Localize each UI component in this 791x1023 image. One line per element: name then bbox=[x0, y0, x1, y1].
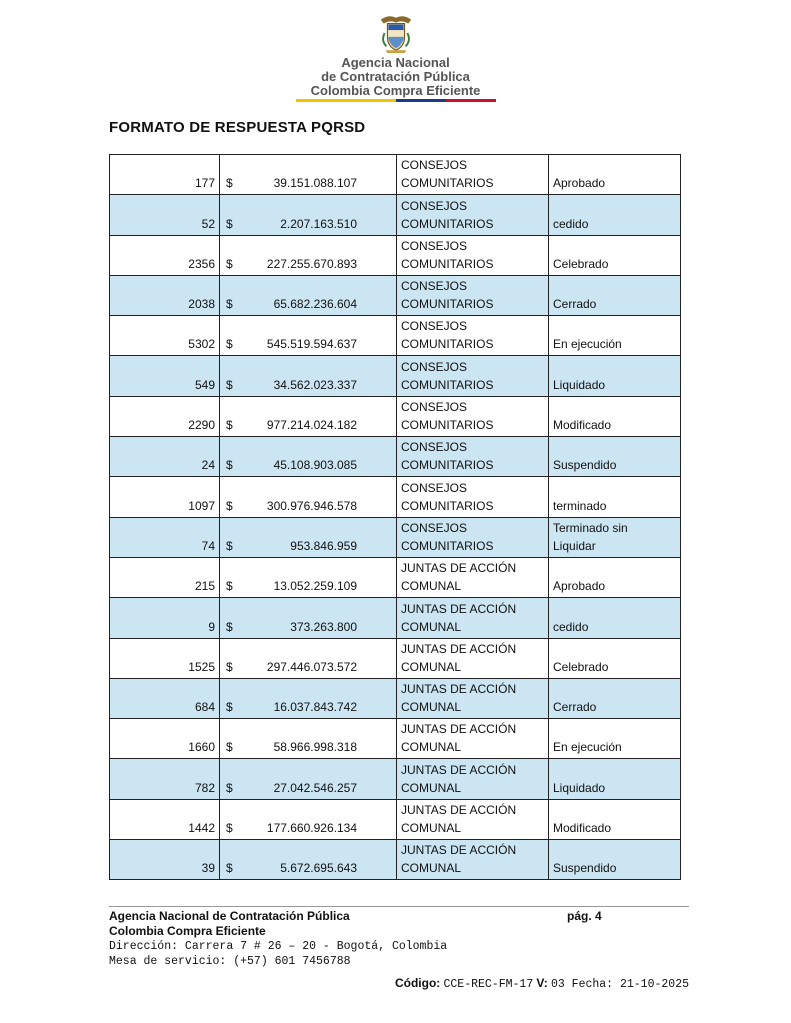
count-cell: 5302 bbox=[110, 316, 220, 356]
currency-symbol: $ bbox=[226, 619, 233, 634]
organization-text: JUNTAS DE ACCIÓN bbox=[401, 601, 517, 616]
amount-cell bbox=[220, 477, 397, 517]
organization-text: JUNTAS DE ACCIÓN bbox=[401, 762, 517, 777]
status-text: En ejecución bbox=[553, 740, 622, 755]
amount-value: 16.037.843.742 bbox=[273, 700, 357, 715]
status-cell bbox=[549, 235, 681, 275]
status-text: cedido bbox=[553, 216, 589, 231]
code-label: Código: bbox=[394, 976, 441, 990]
count-cell: 549 bbox=[110, 356, 220, 396]
table-row bbox=[110, 638, 681, 678]
organization-cell bbox=[397, 598, 549, 638]
status-cell bbox=[549, 557, 681, 597]
count-cell: 782 bbox=[110, 759, 220, 799]
amount-value: 977.214.024.182 bbox=[266, 418, 357, 433]
amount-value: 58.966.998.318 bbox=[273, 740, 357, 755]
status-text: Suspendido bbox=[553, 861, 617, 876]
table-row bbox=[110, 719, 681, 759]
organization-cell bbox=[397, 235, 549, 275]
document-code bbox=[395, 975, 689, 991]
amount-cell bbox=[220, 356, 397, 396]
table-row bbox=[110, 235, 681, 275]
organization-text: COMUNAL bbox=[401, 740, 462, 755]
status-cell bbox=[549, 195, 681, 235]
organization-text: CONSEJOS bbox=[401, 520, 468, 535]
organization-text: CONSEJOS bbox=[401, 480, 468, 495]
status-text: Terminado sin bbox=[553, 520, 628, 535]
organization-text: CONSEJOS bbox=[401, 440, 468, 455]
footer-service: Mesa de servicio: (+57) 601 7456788 bbox=[109, 955, 351, 968]
status-text: Modificado bbox=[553, 821, 612, 836]
organization-text: COMUNAL bbox=[401, 700, 462, 715]
status-text: cedido bbox=[553, 619, 589, 634]
organization-text: COMUNAL bbox=[401, 861, 462, 876]
table-row bbox=[110, 275, 681, 315]
colombia-coat-of-arms-icon bbox=[376, 14, 416, 54]
currency-symbol: $ bbox=[226, 821, 233, 836]
status-text: Aprobado bbox=[553, 176, 606, 191]
amount-value: 953.846.959 bbox=[290, 538, 357, 553]
currency-symbol: $ bbox=[226, 700, 233, 715]
amount-value: 227.255.670.893 bbox=[266, 256, 357, 271]
code-value: CCE-REC-FM-17 bbox=[443, 978, 534, 991]
amount-cell bbox=[220, 437, 397, 477]
amount-cell bbox=[220, 316, 397, 356]
status-cell bbox=[549, 437, 681, 477]
amount-value: 39.151.088.107 bbox=[273, 176, 357, 191]
amount-cell bbox=[220, 195, 397, 235]
count-cell: 24 bbox=[110, 437, 220, 477]
table-row bbox=[110, 477, 681, 517]
document-title: FORMATO DE RESPUESTA PQRSD bbox=[109, 119, 366, 136]
status-text: Suspendido bbox=[553, 458, 617, 473]
organization-text: CONSEJOS bbox=[401, 319, 468, 334]
version-label: V: bbox=[536, 976, 548, 990]
table-row bbox=[110, 437, 681, 477]
organization-text: JUNTAS DE ACCIÓN bbox=[401, 641, 517, 656]
status-text: Celebrado bbox=[553, 256, 609, 271]
table-row bbox=[110, 799, 681, 839]
amount-cell bbox=[220, 598, 397, 638]
organization-cell bbox=[397, 275, 549, 315]
amount-cell bbox=[220, 235, 397, 275]
organization-text: JUNTAS DE ACCIÓN bbox=[401, 561, 517, 576]
organization-text: CONSEJOS bbox=[401, 400, 468, 415]
organization-text: JUNTAS DE ACCIÓN bbox=[401, 682, 517, 697]
count-cell: 2290 bbox=[110, 396, 220, 436]
organization-text: COMUNAL bbox=[401, 619, 462, 634]
currency-symbol: $ bbox=[226, 498, 233, 513]
amount-value: 34.562.023.337 bbox=[273, 377, 357, 392]
currency-symbol: $ bbox=[226, 337, 233, 352]
amount-cell bbox=[220, 719, 397, 759]
amount-cell bbox=[220, 799, 397, 839]
agency-line-2: de Contratación Pública bbox=[321, 69, 470, 84]
amount-cell bbox=[220, 840, 397, 880]
organization-text: COMUNAL bbox=[401, 780, 462, 795]
count-cell: 1097 bbox=[110, 477, 220, 517]
organization-text: CONSEJOS bbox=[401, 158, 468, 173]
currency-symbol: $ bbox=[226, 538, 233, 553]
count-cell: 1442 bbox=[110, 799, 220, 839]
count-cell: 215 bbox=[110, 557, 220, 597]
status-cell bbox=[549, 638, 681, 678]
amount-value: 5.672.695.643 bbox=[280, 861, 357, 876]
agency-logo bbox=[0, 14, 791, 106]
status-text: Aprobado bbox=[553, 579, 606, 594]
currency-symbol: $ bbox=[226, 659, 233, 674]
status-cell bbox=[549, 356, 681, 396]
organization-cell bbox=[397, 840, 549, 880]
footer-address: Dirección: Carrera 7 # 26 – 20 - Bogotá, Colombia bbox=[109, 940, 448, 953]
organization-text: COMUNAL bbox=[401, 659, 462, 674]
organization-text: COMUNITARIOS bbox=[401, 538, 494, 553]
organization-text: COMUNITARIOS bbox=[401, 418, 494, 433]
amount-value: 27.042.546.257 bbox=[273, 780, 357, 795]
organization-cell bbox=[397, 437, 549, 477]
organization-text: JUNTAS DE ACCIÓN bbox=[401, 803, 517, 818]
currency-symbol: $ bbox=[226, 216, 233, 231]
organization-cell bbox=[397, 678, 549, 718]
table-row bbox=[110, 557, 681, 597]
amount-cell bbox=[220, 517, 397, 557]
organization-text: JUNTAS DE ACCIÓN bbox=[401, 843, 517, 858]
organization-text: CONSEJOS bbox=[401, 279, 468, 294]
currency-symbol: $ bbox=[226, 458, 233, 473]
amount-value: 65.682.236.604 bbox=[273, 297, 357, 312]
currency-symbol: $ bbox=[226, 418, 233, 433]
count-cell: 74 bbox=[110, 517, 220, 557]
amount-value: 373.263.800 bbox=[290, 619, 357, 634]
organization-text: COMUNITARIOS bbox=[401, 458, 494, 473]
currency-symbol: $ bbox=[226, 256, 233, 271]
organization-text: JUNTAS DE ACCIÓN bbox=[401, 722, 517, 737]
amount-cell bbox=[220, 557, 397, 597]
status-cell bbox=[549, 316, 681, 356]
currency-symbol: $ bbox=[226, 740, 233, 755]
count-cell: 2356 bbox=[110, 235, 220, 275]
amount-value: 2.207.163.510 bbox=[280, 216, 357, 231]
organization-cell bbox=[397, 356, 549, 396]
amount-value: 13.052.259.109 bbox=[273, 579, 357, 594]
count-cell: 177 bbox=[110, 155, 220, 195]
currency-symbol: $ bbox=[226, 297, 233, 312]
status-text: Cerrado bbox=[553, 700, 597, 715]
organization-cell bbox=[397, 517, 549, 557]
amount-cell bbox=[220, 678, 397, 718]
organization-text: COMUNITARIOS bbox=[401, 377, 494, 392]
status-text: Cerrado bbox=[553, 297, 597, 312]
currency-symbol: $ bbox=[226, 176, 233, 191]
table-row bbox=[110, 517, 681, 557]
table-row bbox=[110, 316, 681, 356]
status-text: Liquidado bbox=[553, 780, 606, 795]
page-number: pág. 4 bbox=[567, 909, 602, 923]
organization-text: COMUNAL bbox=[401, 821, 462, 836]
status-cell bbox=[549, 799, 681, 839]
organization-text: CONSEJOS bbox=[401, 198, 468, 213]
organization-cell bbox=[397, 759, 549, 799]
count-cell: 1660 bbox=[110, 719, 220, 759]
amount-cell bbox=[220, 275, 397, 315]
amount-value: 545.519.594.637 bbox=[266, 337, 357, 352]
amount-value: 177.660.926.134 bbox=[266, 821, 357, 836]
count-cell: 9 bbox=[110, 598, 220, 638]
organization-cell bbox=[397, 799, 549, 839]
flag-bar bbox=[296, 99, 496, 102]
table-row bbox=[110, 759, 681, 799]
organization-cell bbox=[397, 316, 549, 356]
table-row bbox=[110, 598, 681, 638]
footer-divider bbox=[109, 906, 689, 907]
table-row bbox=[110, 356, 681, 396]
status-cell bbox=[549, 517, 681, 557]
footer-brand: Colombia Compra Eficiente bbox=[109, 924, 266, 938]
table-row bbox=[110, 396, 681, 436]
organization-cell bbox=[397, 638, 549, 678]
table-row bbox=[110, 678, 681, 718]
organization-cell bbox=[397, 719, 549, 759]
status-cell bbox=[549, 678, 681, 718]
amount-value: 45.108.903.085 bbox=[273, 458, 357, 473]
count-cell: 2038 bbox=[110, 275, 220, 315]
status-text: Celebrado bbox=[553, 659, 609, 674]
amount-cell bbox=[220, 759, 397, 799]
organization-cell bbox=[397, 155, 549, 195]
status-cell bbox=[549, 840, 681, 880]
currency-symbol: $ bbox=[226, 780, 233, 795]
amount-value: 297.446.073.572 bbox=[266, 659, 357, 674]
agency-line-1: Agencia Nacional bbox=[341, 55, 450, 70]
currency-symbol: $ bbox=[226, 377, 233, 392]
count-cell: 1525 bbox=[110, 638, 220, 678]
currency-symbol: $ bbox=[226, 861, 233, 876]
version-date: 03 Fecha: 21-10-2025 bbox=[550, 978, 689, 991]
status-cell bbox=[549, 759, 681, 799]
contracts-table bbox=[109, 154, 681, 880]
status-cell bbox=[549, 719, 681, 759]
status-text: Liquidar bbox=[553, 538, 596, 553]
organization-text: COMUNITARIOS bbox=[401, 297, 494, 312]
status-text: Modificado bbox=[553, 418, 612, 433]
status-text: terminado bbox=[553, 498, 607, 513]
status-text: Liquidado bbox=[553, 377, 606, 392]
organization-text: COMUNITARIOS bbox=[401, 337, 494, 352]
status-cell bbox=[549, 275, 681, 315]
organization-cell bbox=[397, 396, 549, 436]
status-cell bbox=[549, 598, 681, 638]
table-row bbox=[110, 195, 681, 235]
count-cell: 52 bbox=[110, 195, 220, 235]
organization-text: COMUNITARIOS bbox=[401, 498, 494, 513]
count-cell: 39 bbox=[110, 840, 220, 880]
status-cell bbox=[549, 155, 681, 195]
footer bbox=[109, 909, 549, 969]
status-cell bbox=[549, 477, 681, 517]
organization-text: COMUNITARIOS bbox=[401, 176, 494, 191]
organization-text: CONSEJOS bbox=[401, 238, 468, 253]
agency-line-3: Colombia Compra Eficiente bbox=[310, 83, 481, 98]
organization-cell bbox=[397, 477, 549, 517]
amount-value: 300.976.946.578 bbox=[266, 498, 357, 513]
status-cell bbox=[549, 396, 681, 436]
amount-cell bbox=[220, 638, 397, 678]
organization-text: CONSEJOS bbox=[401, 359, 468, 374]
organization-text: COMUNITARIOS bbox=[401, 256, 494, 271]
organization-cell bbox=[397, 195, 549, 235]
currency-symbol: $ bbox=[226, 579, 233, 594]
table-row bbox=[110, 155, 681, 195]
footer-agency: Agencia Nacional de Contratación Pública bbox=[109, 909, 350, 923]
organization-text: COMUNITARIOS bbox=[401, 216, 494, 231]
table-row bbox=[110, 840, 681, 880]
amount-cell bbox=[220, 155, 397, 195]
amount-cell bbox=[220, 396, 397, 436]
organization-cell bbox=[397, 557, 549, 597]
count-cell: 684 bbox=[110, 678, 220, 718]
status-text: En ejecución bbox=[553, 337, 622, 352]
organization-text: COMUNAL bbox=[401, 579, 462, 594]
